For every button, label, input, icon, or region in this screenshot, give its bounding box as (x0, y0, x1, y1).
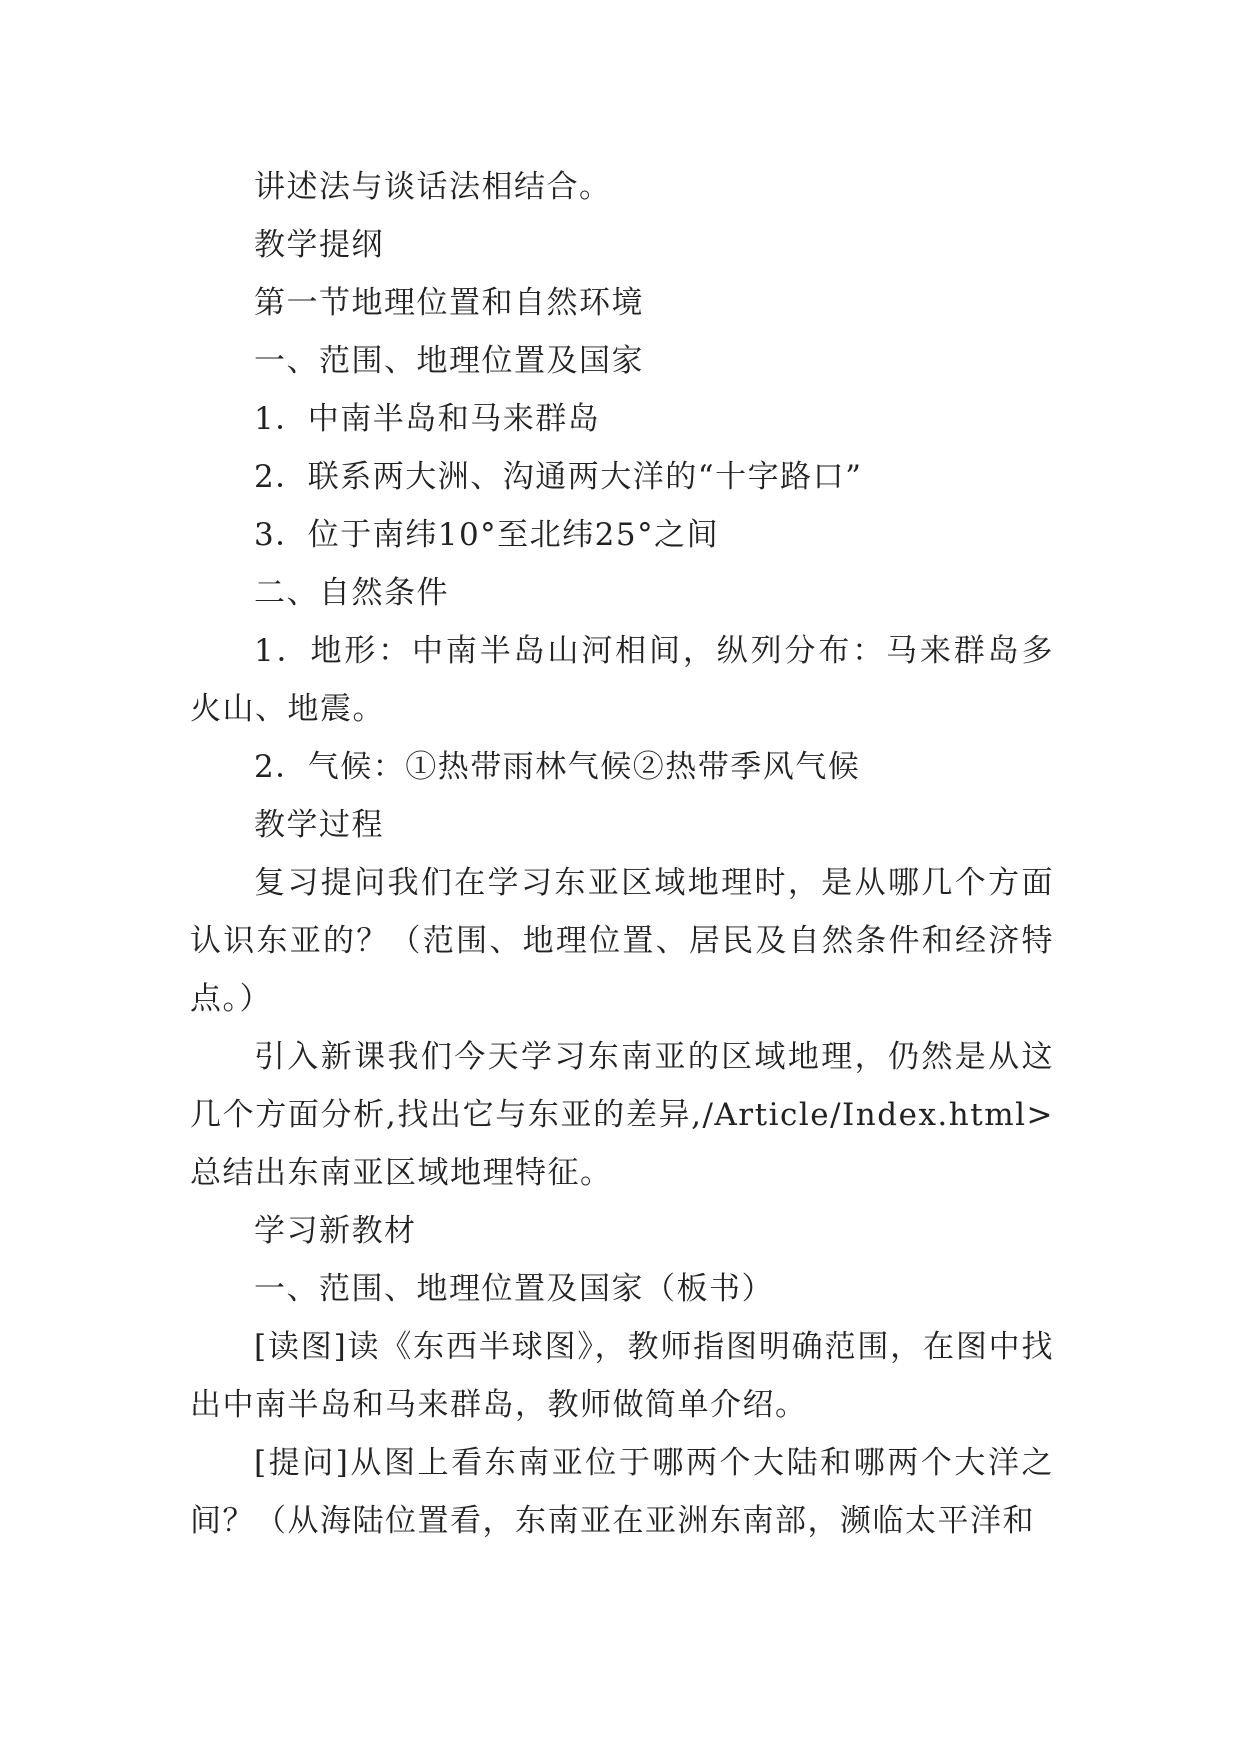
outline-subitem-1: 1．中南半岛和马来群岛 (254, 401, 601, 437)
heading-outline: 教学提纲 (254, 227, 384, 263)
outline-subitem-3: 3．位于南纬10°至北纬25°之间 (254, 517, 720, 553)
paragraph-method: 讲述法与谈话法相结合。 (254, 169, 612, 205)
outline-subitem-climate: 2．气候：①热带雨林气候②热带季风气候 (254, 749, 861, 785)
paragraph-review: 复习提问我们在学习东亚区域地理时，是从哪几个方面认识东亚的？（范围、地理位置、居民及自然条件和经济特点。） (190, 865, 1054, 1017)
paragraph-question: [提问]从图上看东南亚位于哪两个大陆和哪两个大洋之间？（从海陆位置看，东南亚在亚洲东南部，濒临太平洋和 (190, 1445, 1054, 1539)
heading-new-material: 学习新教材 (254, 1213, 417, 1249)
paragraph-intro: 引入新课我们今天学习东南亚的区域地理，仍然是从这几个方面分析,找出它与东亚的差异,/Article/Index.html>总结出东南亚区域地理特征。 (190, 1039, 1054, 1191)
outline-item-scope: 一、范围、地理位置及国家 (254, 343, 644, 379)
outline-subitem-2: 2．联系两大洲、沟通两大洋的“十字路口” (254, 459, 863, 495)
heading-section-1: 第一节地理位置和自然环境 (254, 285, 644, 321)
paragraph-board: 一、范围、地理位置及国家（板书） (254, 1271, 774, 1307)
outline-subitem-terrain: 1．地形：中南半岛山河相间，纵列分布：马来群岛多火山、地震。 (190, 633, 1054, 727)
paragraph-read-map: [读图]读《东西半球图》，教师指图明确范围，在图中找出中南半岛和马来群岛，教师做简单介绍。 (190, 1329, 1054, 1423)
document-page (190, 158, 1054, 1550)
heading-process: 教学过程 (254, 807, 384, 843)
outline-item-nature: 二、自然条件 (254, 575, 449, 611)
